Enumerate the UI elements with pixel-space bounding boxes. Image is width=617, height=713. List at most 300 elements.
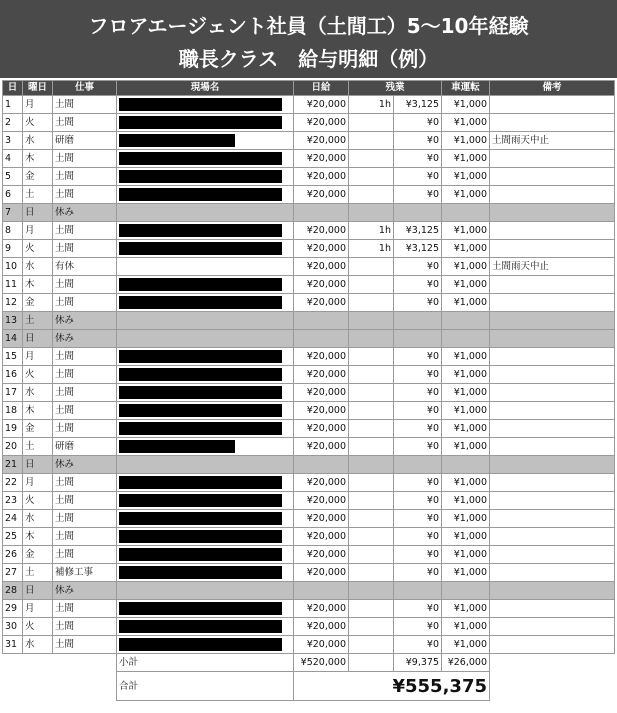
table-row xyxy=(3,348,615,366)
cell-weekday: 月 xyxy=(23,222,53,240)
cell-job: 土間 xyxy=(53,600,117,618)
cell-overtime-hours xyxy=(349,276,394,294)
cell-driving: ¥1,000 xyxy=(442,186,490,204)
cell-daily-pay xyxy=(294,456,349,474)
cell-remarks xyxy=(490,150,615,168)
redacted-site-name xyxy=(119,116,282,129)
cell-job: 休み xyxy=(53,312,117,330)
cell-overtime-pay xyxy=(394,582,442,600)
table-row xyxy=(3,240,615,258)
cell-overtime-pay: ¥0 xyxy=(394,168,442,186)
cell-daily-pay xyxy=(294,204,349,222)
cell-daily-pay: ¥20,000 xyxy=(294,96,349,114)
cell-driving xyxy=(442,312,490,330)
cell-day: 6 xyxy=(3,186,23,204)
cell-weekday: 金 xyxy=(23,168,53,186)
cell-site xyxy=(117,96,294,114)
cell-site xyxy=(117,582,294,600)
cell-remarks xyxy=(490,618,615,636)
cell-site xyxy=(117,474,294,492)
table-row xyxy=(3,204,615,222)
total-label: 合計 xyxy=(117,672,294,701)
cell-job: 土間 xyxy=(53,168,117,186)
cell-weekday: 水 xyxy=(23,510,53,528)
cell-job: 補修工事 xyxy=(53,564,117,582)
redacted-site-name xyxy=(119,638,282,651)
cell-overtime-hours: 1h xyxy=(349,222,394,240)
cell-driving: ¥1,000 xyxy=(442,420,490,438)
cell-remarks xyxy=(490,510,615,528)
redacted-site-name xyxy=(119,476,282,489)
cell-driving xyxy=(442,582,490,600)
cell-overtime-pay: ¥0 xyxy=(394,636,442,654)
cell-job: 土間 xyxy=(53,240,117,258)
cell-daily-pay: ¥20,000 xyxy=(294,492,349,510)
cell-remarks xyxy=(490,546,615,564)
cell-site xyxy=(117,600,294,618)
cell-remarks xyxy=(490,366,615,384)
cell-day: 10 xyxy=(3,258,23,276)
cell-overtime-pay: ¥3,125 xyxy=(394,240,442,258)
table-row xyxy=(3,618,615,636)
cell-driving: ¥1,000 xyxy=(442,438,490,456)
table-row xyxy=(3,582,615,600)
cell-daily-pay: ¥20,000 xyxy=(294,150,349,168)
cell-weekday: 土 xyxy=(23,186,53,204)
cell-remarks xyxy=(490,636,615,654)
cell-overtime-pay: ¥0 xyxy=(394,618,442,636)
title-line-2: 職長クラス 給与明細（例） xyxy=(178,47,439,71)
cell-site xyxy=(117,618,294,636)
header-remarks: 備考 xyxy=(490,81,615,96)
cell-driving: ¥1,000 xyxy=(442,222,490,240)
subtotal-overtime: ¥9,375 xyxy=(394,654,442,672)
cell-job: 土間 xyxy=(53,294,117,312)
cell-overtime-hours xyxy=(349,132,394,150)
cell-day: 28 xyxy=(3,582,23,600)
cell-site xyxy=(117,492,294,510)
title-banner xyxy=(0,0,617,78)
cell-overtime-pay: ¥0 xyxy=(394,528,442,546)
cell-daily-pay: ¥20,000 xyxy=(294,636,349,654)
redacted-site-name xyxy=(119,494,282,507)
cell-day: 3 xyxy=(3,132,23,150)
cell-daily-pay: ¥20,000 xyxy=(294,474,349,492)
cell-site xyxy=(117,150,294,168)
cell-overtime-pay: ¥0 xyxy=(394,114,442,132)
cell-overtime-pay: ¥3,125 xyxy=(394,222,442,240)
cell-overtime-pay: ¥0 xyxy=(394,258,442,276)
cell-remarks xyxy=(490,222,615,240)
cell-daily-pay: ¥20,000 xyxy=(294,348,349,366)
cell-overtime-hours xyxy=(349,438,394,456)
cell-site xyxy=(117,402,294,420)
cell-overtime-hours xyxy=(349,114,394,132)
cell-remarks xyxy=(490,492,615,510)
redacted-site-name xyxy=(119,224,282,237)
cell-overtime-pay: ¥0 xyxy=(394,384,442,402)
cell-site xyxy=(117,636,294,654)
cell-overtime-pay: ¥0 xyxy=(394,420,442,438)
cell-weekday: 火 xyxy=(23,618,53,636)
cell-job: 土間 xyxy=(53,402,117,420)
cell-overtime-pay xyxy=(394,204,442,222)
cell-overtime-pay: ¥0 xyxy=(394,564,442,582)
cell-overtime-hours xyxy=(349,528,394,546)
cell-job: 土間 xyxy=(53,96,117,114)
subtotal-driving: ¥26,000 xyxy=(442,654,490,672)
cell-driving: ¥1,000 xyxy=(442,384,490,402)
cell-overtime-pay: ¥3,125 xyxy=(394,96,442,114)
cell-job: 土間 xyxy=(53,618,117,636)
cell-site xyxy=(117,240,294,258)
cell-day: 19 xyxy=(3,420,23,438)
cell-driving xyxy=(442,456,490,474)
cell-weekday: 木 xyxy=(23,276,53,294)
cell-day: 30 xyxy=(3,618,23,636)
cell-overtime-pay xyxy=(394,330,442,348)
cell-job: 土間 xyxy=(53,348,117,366)
cell-weekday: 金 xyxy=(23,420,53,438)
cell-job: 土間 xyxy=(53,186,117,204)
cell-weekday: 火 xyxy=(23,114,53,132)
cell-overtime-pay: ¥0 xyxy=(394,546,442,564)
table-row xyxy=(3,564,615,582)
redacted-site-name xyxy=(119,278,282,291)
cell-daily-pay: ¥20,000 xyxy=(294,600,349,618)
cell-weekday: 水 xyxy=(23,132,53,150)
table-row xyxy=(3,528,615,546)
cell-site xyxy=(117,366,294,384)
cell-day: 24 xyxy=(3,510,23,528)
cell-daily-pay: ¥20,000 xyxy=(294,384,349,402)
table-row xyxy=(3,366,615,384)
cell-overtime-hours xyxy=(349,474,394,492)
cell-job: 土間 xyxy=(53,636,117,654)
table-row xyxy=(3,132,615,150)
cell-weekday: 土 xyxy=(23,438,53,456)
cell-daily-pay xyxy=(294,312,349,330)
cell-daily-pay: ¥20,000 xyxy=(294,618,349,636)
cell-day: 14 xyxy=(3,330,23,348)
cell-overtime-pay xyxy=(394,456,442,474)
header-day: 日 xyxy=(3,81,23,96)
header-row xyxy=(3,81,615,96)
cell-day: 22 xyxy=(3,474,23,492)
redacted-site-name xyxy=(119,386,282,399)
cell-overtime-hours xyxy=(349,618,394,636)
cell-overtime-hours xyxy=(349,456,394,474)
cell-driving: ¥1,000 xyxy=(442,564,490,582)
header-daily-pay: 日給 xyxy=(294,81,349,96)
header-site: 現場名 xyxy=(117,81,294,96)
cell-weekday: 火 xyxy=(23,366,53,384)
cell-job: 土間 xyxy=(53,114,117,132)
redacted-site-name xyxy=(119,188,282,201)
cell-weekday: 月 xyxy=(23,96,53,114)
cell-remarks xyxy=(490,564,615,582)
cell-weekday: 水 xyxy=(23,258,53,276)
cell-daily-pay: ¥20,000 xyxy=(294,366,349,384)
cell-driving: ¥1,000 xyxy=(442,294,490,312)
cell-daily-pay: ¥20,000 xyxy=(294,222,349,240)
cell-overtime-pay: ¥0 xyxy=(394,150,442,168)
table-row xyxy=(3,546,615,564)
cell-driving: ¥1,000 xyxy=(442,546,490,564)
cell-site xyxy=(117,294,294,312)
cell-overtime-pay: ¥0 xyxy=(394,492,442,510)
redacted-site-name xyxy=(119,98,282,111)
redacted-site-name xyxy=(119,422,282,435)
table-row xyxy=(3,600,615,618)
cell-remarks xyxy=(490,312,615,330)
cell-weekday: 火 xyxy=(23,240,53,258)
cell-driving xyxy=(442,330,490,348)
payslip-table xyxy=(2,80,615,701)
cell-weekday: 月 xyxy=(23,348,53,366)
cell-job: 土間 xyxy=(53,528,117,546)
cell-remarks xyxy=(490,582,615,600)
cell-job: 有休 xyxy=(53,258,117,276)
cell-site xyxy=(117,456,294,474)
redacted-site-name xyxy=(119,152,282,165)
cell-overtime-pay: ¥0 xyxy=(394,510,442,528)
total-value: ¥555,375 xyxy=(294,672,490,701)
cell-daily-pay: ¥20,000 xyxy=(294,168,349,186)
cell-job: 土間 xyxy=(53,546,117,564)
cell-daily-pay xyxy=(294,582,349,600)
cell-weekday: 日 xyxy=(23,330,53,348)
cell-job: 研磨 xyxy=(53,438,117,456)
cell-daily-pay: ¥20,000 xyxy=(294,276,349,294)
table-row xyxy=(3,114,615,132)
cell-job: 休み xyxy=(53,582,117,600)
cell-overtime-hours xyxy=(349,510,394,528)
cell-job: 土間 xyxy=(53,366,117,384)
cell-driving: ¥1,000 xyxy=(442,600,490,618)
cell-overtime-pay: ¥0 xyxy=(394,600,442,618)
cell-site xyxy=(117,546,294,564)
cell-day: 5 xyxy=(3,168,23,186)
cell-daily-pay: ¥20,000 xyxy=(294,186,349,204)
cell-overtime-hours xyxy=(349,168,394,186)
cell-site xyxy=(117,528,294,546)
cell-remarks xyxy=(490,402,615,420)
cell-remarks xyxy=(490,600,615,618)
cell-driving: ¥1,000 xyxy=(442,132,490,150)
cell-remarks xyxy=(490,528,615,546)
cell-overtime-hours xyxy=(349,402,394,420)
table-row xyxy=(3,636,615,654)
cell-day: 12 xyxy=(3,294,23,312)
cell-overtime-hours xyxy=(349,492,394,510)
cell-site xyxy=(117,258,294,276)
redacted-site-name xyxy=(119,548,282,561)
cell-job: 休み xyxy=(53,456,117,474)
table-row xyxy=(3,438,615,456)
cell-job: 土間 xyxy=(53,276,117,294)
cell-weekday: 金 xyxy=(23,546,53,564)
cell-overtime-hours xyxy=(349,546,394,564)
redacted-site-name xyxy=(119,350,282,363)
cell-site xyxy=(117,168,294,186)
cell-overtime-pay: ¥0 xyxy=(394,132,442,150)
cell-overtime-hours xyxy=(349,384,394,402)
cell-overtime-pay: ¥0 xyxy=(394,474,442,492)
cell-remarks xyxy=(490,438,615,456)
cell-overtime-pay: ¥0 xyxy=(394,402,442,420)
cell-weekday: 水 xyxy=(23,384,53,402)
cell-day: 7 xyxy=(3,204,23,222)
cell-remarks xyxy=(490,330,615,348)
redacted-site-name xyxy=(119,530,282,543)
cell-daily-pay xyxy=(294,330,349,348)
cell-driving xyxy=(442,204,490,222)
total-row xyxy=(3,672,615,701)
cell-day: 15 xyxy=(3,348,23,366)
table-row xyxy=(3,276,615,294)
cell-driving: ¥1,000 xyxy=(442,636,490,654)
cell-overtime-hours xyxy=(349,600,394,618)
cell-daily-pay: ¥20,000 xyxy=(294,294,349,312)
cell-day: 9 xyxy=(3,240,23,258)
cell-day: 18 xyxy=(3,402,23,420)
cell-site xyxy=(117,312,294,330)
cell-driving: ¥1,000 xyxy=(442,258,490,276)
table-row xyxy=(3,168,615,186)
cell-driving: ¥1,000 xyxy=(442,168,490,186)
cell-day: 25 xyxy=(3,528,23,546)
cell-daily-pay: ¥20,000 xyxy=(294,240,349,258)
cell-daily-pay: ¥20,000 xyxy=(294,402,349,420)
redacted-site-name xyxy=(119,440,235,453)
cell-overtime-hours xyxy=(349,312,394,330)
cell-remarks xyxy=(490,204,615,222)
cell-driving: ¥1,000 xyxy=(442,618,490,636)
cell-day: 16 xyxy=(3,366,23,384)
redacted-site-name xyxy=(119,620,282,633)
cell-remarks: 土間雨天中止 xyxy=(490,132,615,150)
cell-day: 20 xyxy=(3,438,23,456)
cell-overtime-hours xyxy=(349,330,394,348)
header-weekday: 曜日 xyxy=(23,81,53,96)
cell-job: 休み xyxy=(53,330,117,348)
subtotal-row xyxy=(3,654,615,672)
cell-site xyxy=(117,132,294,150)
redacted-site-name xyxy=(119,368,282,381)
cell-day: 21 xyxy=(3,456,23,474)
cell-day: 2 xyxy=(3,114,23,132)
cell-daily-pay: ¥20,000 xyxy=(294,114,349,132)
cell-remarks xyxy=(490,420,615,438)
cell-overtime-hours xyxy=(349,348,394,366)
cell-job: 土間 xyxy=(53,384,117,402)
cell-overtime-pay: ¥0 xyxy=(394,186,442,204)
table-row xyxy=(3,96,615,114)
cell-day: 26 xyxy=(3,546,23,564)
cell-driving: ¥1,000 xyxy=(442,366,490,384)
cell-overtime-hours: 1h xyxy=(349,96,394,114)
cell-daily-pay: ¥20,000 xyxy=(294,528,349,546)
cell-weekday: 月 xyxy=(23,600,53,618)
cell-day: 31 xyxy=(3,636,23,654)
title-line-1: フロアエージェント社員（土間工）5～10年経験 xyxy=(88,14,529,38)
cell-daily-pay: ¥20,000 xyxy=(294,420,349,438)
cell-remarks: 土間雨天中止 xyxy=(490,258,615,276)
cell-site xyxy=(117,420,294,438)
redacted-site-name xyxy=(119,134,235,147)
cell-day: 4 xyxy=(3,150,23,168)
cell-driving: ¥1,000 xyxy=(442,510,490,528)
cell-overtime-pay: ¥0 xyxy=(394,294,442,312)
cell-weekday: 日 xyxy=(23,456,53,474)
table-row xyxy=(3,510,615,528)
cell-remarks xyxy=(490,474,615,492)
cell-day: 23 xyxy=(3,492,23,510)
cell-remarks xyxy=(490,186,615,204)
cell-driving: ¥1,000 xyxy=(442,474,490,492)
cell-overtime-hours xyxy=(349,582,394,600)
table-row xyxy=(3,150,615,168)
cell-job: 土間 xyxy=(53,510,117,528)
redacted-site-name xyxy=(119,602,282,615)
redacted-site-name xyxy=(119,170,282,183)
cell-daily-pay: ¥20,000 xyxy=(294,132,349,150)
cell-site xyxy=(117,222,294,240)
table-row xyxy=(3,294,615,312)
header-driving: 車運転 xyxy=(442,81,490,96)
redacted-site-name xyxy=(119,404,282,417)
cell-daily-pay: ¥20,000 xyxy=(294,438,349,456)
cell-driving: ¥1,000 xyxy=(442,114,490,132)
cell-job: 休み xyxy=(53,204,117,222)
header-job: 仕事 xyxy=(53,81,117,96)
table-row xyxy=(3,420,615,438)
cell-driving: ¥1,000 xyxy=(442,240,490,258)
cell-driving: ¥1,000 xyxy=(442,492,490,510)
cell-driving: ¥1,000 xyxy=(442,348,490,366)
cell-weekday: 日 xyxy=(23,204,53,222)
cell-remarks xyxy=(490,294,615,312)
table-row xyxy=(3,312,615,330)
cell-weekday: 土 xyxy=(23,564,53,582)
cell-overtime-hours xyxy=(349,204,394,222)
cell-weekday: 月 xyxy=(23,474,53,492)
cell-weekday: 土 xyxy=(23,312,53,330)
cell-weekday: 火 xyxy=(23,492,53,510)
redacted-site-name xyxy=(119,242,282,255)
cell-remarks xyxy=(490,240,615,258)
cell-overtime-hours xyxy=(349,636,394,654)
table-row xyxy=(3,474,615,492)
table-row xyxy=(3,258,615,276)
cell-site xyxy=(117,510,294,528)
cell-remarks xyxy=(490,348,615,366)
cell-daily-pay: ¥20,000 xyxy=(294,510,349,528)
cell-site xyxy=(117,114,294,132)
cell-remarks xyxy=(490,114,615,132)
cell-weekday: 日 xyxy=(23,582,53,600)
cell-overtime-pay: ¥0 xyxy=(394,366,442,384)
cell-day: 11 xyxy=(3,276,23,294)
redacted-site-name xyxy=(119,296,282,309)
cell-overtime-pay: ¥0 xyxy=(394,276,442,294)
table-row xyxy=(3,186,615,204)
cell-overtime-pay: ¥0 xyxy=(394,438,442,456)
cell-job: 土間 xyxy=(53,420,117,438)
cell-job: 研磨 xyxy=(53,132,117,150)
subtotal-label: 小計 xyxy=(117,654,294,672)
